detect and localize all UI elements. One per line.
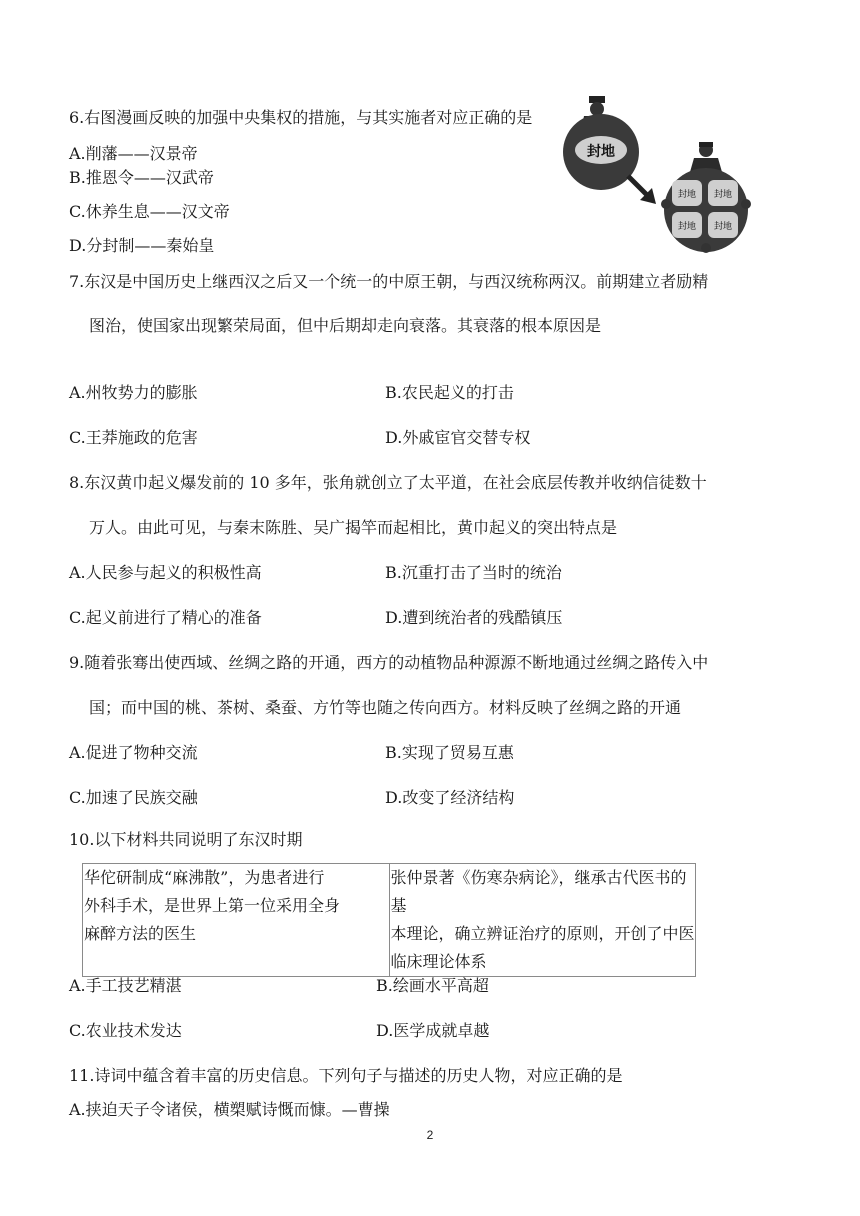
q7-stem-line1: 7.东汉是中国历史上继西汉之后又一个统一的中原王朝，与西汉统称两汉。前期建立者励精	[69, 272, 709, 291]
q7-option-c: C.王莽施政的危害	[69, 428, 198, 447]
q7-option-d: D.外戚宦官交替专权	[385, 428, 531, 447]
q6-option-a: A.削藩——汉景帝	[69, 144, 198, 163]
q7-option-b: B.农民起义的打击	[385, 383, 514, 402]
q11-option-a: A.挟迫天子令诸侯，横槊赋诗慨而慷。—曹操	[69, 1100, 390, 1119]
small-label-3: 封地	[677, 222, 697, 232]
q8-stem-line2: 万人。由此可见，与秦末陈胜、吴广揭竿而起相比，黄巾起义的突出特点是	[89, 518, 618, 537]
q10-option-c: C.农业技术发达	[69, 1021, 182, 1040]
q7-option-a: A.州牧势力的膨胀	[69, 383, 198, 402]
q11-stem: 11.诗词中蕴含着丰富的历史信息。下列句子与描述的历史人物，对应正确的是	[69, 1066, 623, 1085]
q10-material-left	[83, 864, 390, 977]
small-label-2: 封地	[713, 190, 733, 200]
q10-left-line: 外科手术，是世界上第一位采用全身	[84, 896, 341, 915]
q6-option-d: D.分封制——秦始皇	[69, 236, 215, 255]
q10-left-line: 麻醉方法的医生	[84, 924, 197, 943]
q10-stem: 10.以下材料共同说明了东汉时期	[69, 830, 303, 849]
q8-option-d: D.遭到统治者的残酷镇压	[385, 608, 563, 627]
q10-right-line: 本理论，确立辨证治疗的原则，开创了中医	[390, 924, 695, 943]
q9-stem-line1: 9.随着张骞出使西域、丝绸之路的开通，西方的动植物品种源源不断地通过丝绸之路传入中	[69, 653, 709, 672]
q6-option-c: C.休养生息——汉文帝	[69, 202, 230, 221]
q9-option-d: D.改变了经济结构	[385, 788, 515, 807]
q10-option-a: A.手工技艺精湛	[69, 976, 182, 995]
big-ball-label: 封地	[587, 144, 615, 160]
arrow-icon	[628, 176, 656, 204]
q10-right-line: 临床理论体系	[390, 952, 487, 971]
q9-option-a: A.促进了物种交流	[69, 743, 198, 762]
small-label-1: 封地	[677, 190, 697, 200]
small-label-4: 封地	[713, 222, 733, 232]
q6-stem: 6.右图漫画反映的加强中央集权的措施，与其实施者对应正确的是	[69, 108, 533, 127]
small-figure-icon	[690, 142, 722, 172]
q10-option-b: B.绘画水平高超	[376, 976, 489, 995]
q9-option-c: C.加速了民族交融	[69, 788, 198, 807]
q10-option-d: D.医学成就卓越	[376, 1021, 490, 1040]
q10-right-line: 张仲景著《伤寒杂病论》，继承古代医书的基	[390, 868, 687, 915]
q8-option-c: C.起义前进行了精心的准备	[69, 608, 262, 627]
q10-left-line: 华佗研制成“麻沸散”，为患者进行	[84, 868, 325, 887]
q9-stem-line2: 国；而中国的桃、茶树、桑蚕、方竹等也随之传向西方。材料反映了丝绸之路的开通	[89, 698, 682, 717]
q10-material-table	[82, 863, 696, 977]
page-number: 2	[426, 1128, 434, 1142]
q8-option-a: A.人民参与起义的积极性高	[69, 563, 262, 582]
q8-stem-line1: 8.东汉黄巾起义爆发前的 10 多年，张角就创立了太平道，在社会底层传教并收纳信徒数十	[69, 473, 707, 492]
q9-option-b: B.实现了贸易互惠	[385, 743, 514, 762]
q8-option-b: B.沉重打击了当时的统治	[385, 563, 562, 582]
cartoon-illustration	[556, 92, 766, 260]
q7-stem-line2: 图治，使国家出现繁荣局面，但中后期却走向衰落。其衰落的根本原因是	[89, 316, 602, 335]
q10-material-right	[389, 864, 696, 977]
q6-option-b: B.推恩令——汉武帝	[69, 168, 214, 187]
